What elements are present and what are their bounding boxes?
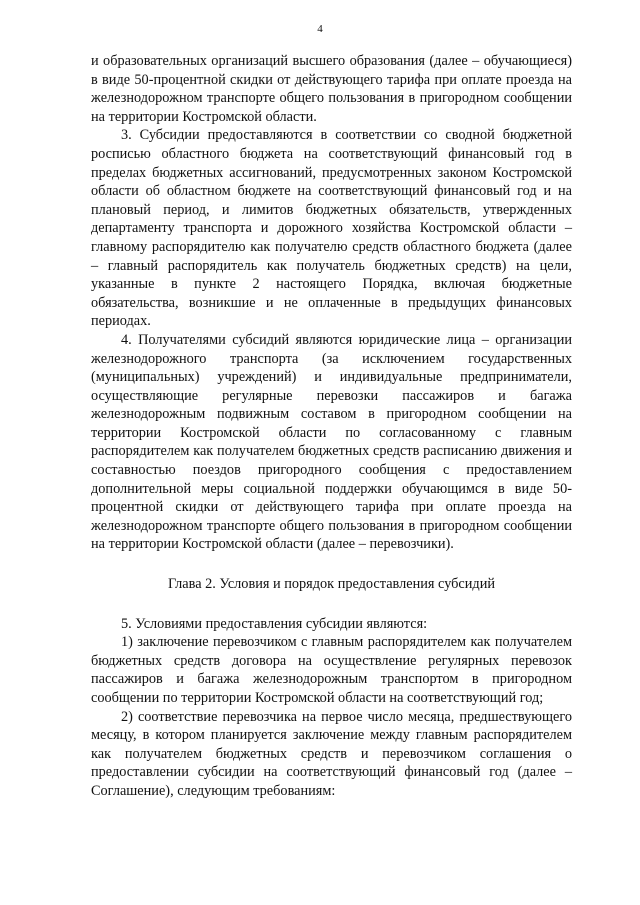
- paragraph-4: 4. Получателями субсидий являются юридические лица – организации железнодорожного транспорта (за исключением государственных (муниципальных) учреждений) и индивидуальные предприниматели, осуществляющие регулярные перевозки пассажиров и багажа железнодорожным подвижным составом в пригородном сообщении на территории Костромской области по согласованному с главным распорядителем как получателем бюджетных средств расписанию движения и составностью поездов пригородного сообщения с предоставлением дополнительной меры социальной поддержки обучающимся в виде 50-процентной скидки от действующего тарифа при оплате проезда на железнодорожном транспорте общего пользования в пригородном сообщении на территории Костромской области (далее – перевозчики).: [91, 331, 572, 553]
- paragraph-continuation: и образовательных организаций высшего образования (далее – обучающиеся) в виде 50-процентной скидки от действующего тарифа при оплате проезда на железнодорожном транспорте общего пользования в пригородном сообщении на территории Костромской области.: [91, 53, 572, 125]
- paragraph-5: 5. Условиями предоставления субсидии являются:: [121, 615, 428, 632]
- document-body: [91, 52, 572, 801]
- paragraph-3: 3. Субсидии предоставляются в соответствии со сводной бюджетной росписью областного бюджета на соответствующий финансовый год в пределах бюджетных ассигнований, предусмотренных законом Костромской области об областном бюджете на соответствующий финансовый год и на плановый период, и лимитов бюджетных обязательств, утвержденных департаменту транспорта и дорожного хозяйства Костромской области – главному распорядителю как получателю средств областного бюджета (далее – главный распорядитель как получатель бюджетных средств) на цели, указанные в пункте 2 настоящего Порядка, включая бюджетные обязательства, возникшие и не оплаченные в предыдущих финансовых периодах.: [91, 127, 572, 330]
- page-number: 4: [317, 23, 323, 35]
- paragraph-5-item-2: 2) соответствие перевозчика на первое число месяца, предшествующего месяцу, в котором планируется заключение между главным распорядителем как получателем бюджетных средств и перевозчиком соглашения о предоставлении субсидии на соответствующий финансовый год (далее – Соглашение), следующим требованиям:: [91, 708, 572, 799]
- chapter-heading: Глава 2. Условия и порядок предоставления субсидий: [167, 576, 496, 593]
- paragraph-5-item-1: 1) заключение перевозчиком с главным распорядителем как получателем бюджетных средств договора на осуществление регулярных перевозок пассажиров и багажа железнодорожным транспортом в пригородном сообщении по территории Костромской области на соответствующий год;: [91, 634, 572, 706]
